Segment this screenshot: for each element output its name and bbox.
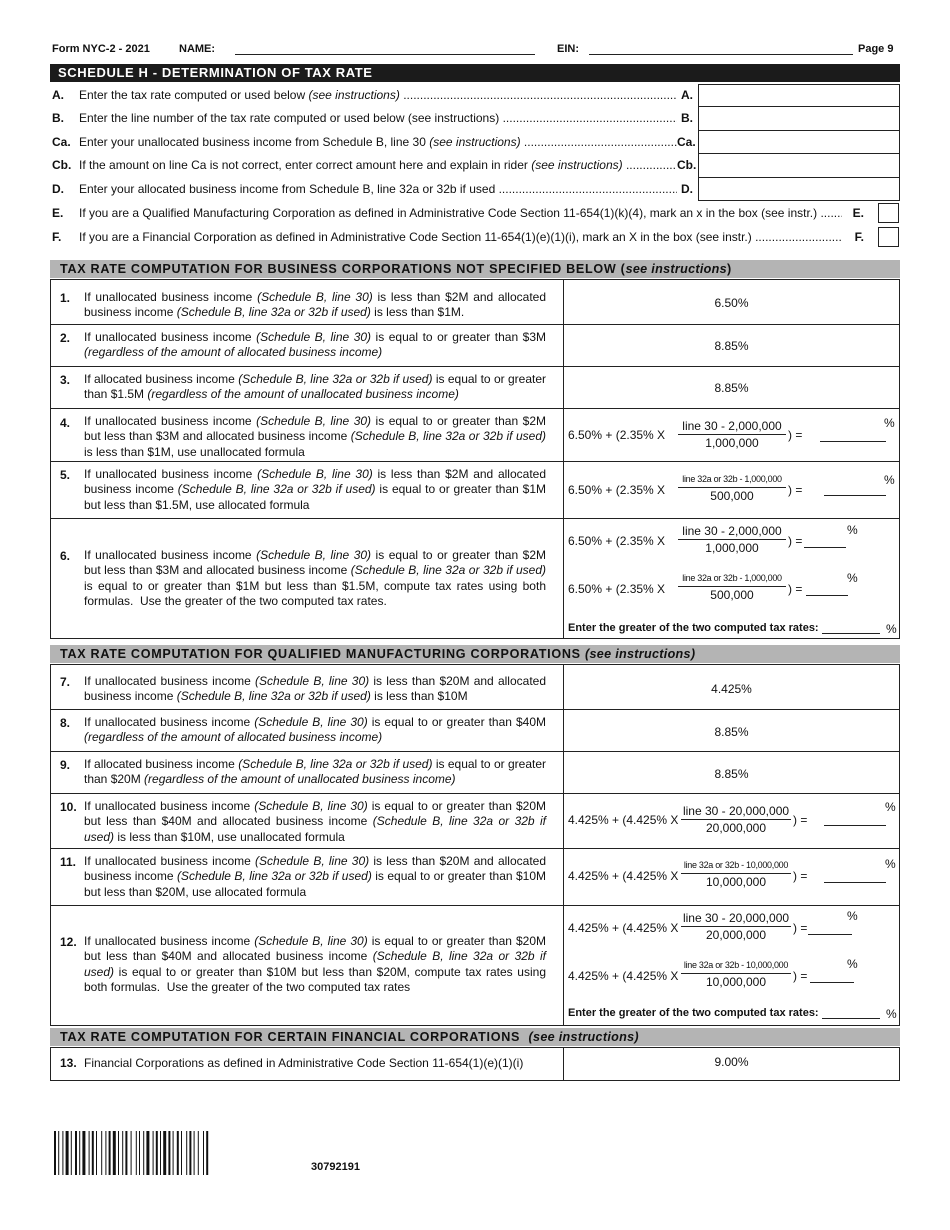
row-number: 13. bbox=[60, 1056, 77, 1070]
greater-rate-field[interactable] bbox=[822, 633, 880, 634]
row-description: If allocated business income (Schedule B, line 32a or 32b if used) is equal to or greater than $20M (regardless of the amount of unallocated business income) bbox=[84, 757, 546, 787]
section-financial-title: TAX RATE COMPUTATION FOR CERTAIN FINANCIAL CORPORATIONS (see instructions) bbox=[50, 1028, 900, 1046]
computed-rate-field[interactable] bbox=[804, 547, 846, 548]
line-cb bbox=[52, 154, 900, 177]
page-number: Page 9 bbox=[858, 43, 894, 55]
ein-label: EIN: bbox=[557, 43, 579, 55]
greater-rate-label: Enter the greater of the two computed tax rates: bbox=[568, 1007, 819, 1019]
tax-rate: 9.00% bbox=[714, 1055, 749, 1069]
table-row bbox=[51, 751, 899, 793]
financial-table bbox=[50, 1047, 900, 1081]
table-row bbox=[51, 709, 899, 751]
line-a-input[interactable] bbox=[698, 84, 900, 107]
line-text: Enter the tax rate computed or used below (see instructions) ..... bbox=[79, 84, 693, 107]
line-cb-input[interactable] bbox=[698, 154, 900, 177]
percent-sign: % bbox=[886, 622, 897, 636]
line-letter: Ca. bbox=[52, 134, 71, 149]
table-row: 5. If unallocated business income (Schedule B, line 30) is less than $2M and allocated business income (Schedule B, line 32a or 32b if used) is equal to or greater than $1M but less than $1.5M, use allocated formula 6.50% + (2.35% X line 32a or 32b - 1,000,000 500,000 ) = % bbox=[51, 461, 899, 518]
form-number: 30792191 bbox=[311, 1161, 360, 1173]
qmc-checkbox[interactable] bbox=[878, 203, 899, 223]
line-a bbox=[52, 84, 900, 107]
section-qmc-title: TAX RATE COMPUTATION FOR QUALIFIED MANUFACTURING CORPORATIONS (see instructions) bbox=[50, 645, 900, 663]
percent-sign: % bbox=[884, 416, 895, 430]
greater-rate-label: Enter the greater of the two computed tax rates: bbox=[568, 622, 819, 634]
percent-sign: % bbox=[885, 857, 896, 871]
tax-rate: 6.50% bbox=[714, 296, 749, 310]
line-b bbox=[52, 107, 900, 130]
line-text: Enter your allocated business income from Schedule B, line 32a or 32b if used ..... bbox=[79, 178, 693, 201]
line-ca bbox=[52, 131, 900, 154]
row-description: If unallocated business income (Schedule B, line 30) is equal to or greater than $20M but less than $40M and allocated business income (Schedule B, line 32a or 32b if used) is less than $10M, use unallocated formula bbox=[84, 799, 547, 844]
row-number: 2. bbox=[60, 331, 71, 345]
computed-rate-field[interactable] bbox=[820, 441, 886, 442]
row-description: If unallocated business income (Schedule B, line 30) is equal to or greater than $3M (regardless of the amount of allocated business income) bbox=[84, 330, 547, 360]
row-number: 7. bbox=[60, 675, 71, 689]
percent-sign: % bbox=[886, 1007, 897, 1021]
percent-sign: % bbox=[847, 571, 858, 585]
business-corporations-table bbox=[50, 279, 900, 639]
row-description: If unallocated business income (Schedule B, line 30) is less than $20M and allocated business income (Schedule B, line 32a or 32b if used) is less than $10M bbox=[84, 674, 546, 704]
line-letter: B. bbox=[52, 111, 64, 126]
percent-sign: % bbox=[847, 957, 858, 971]
percent-sign: % bbox=[885, 800, 896, 814]
row-number: 3. bbox=[60, 373, 71, 387]
line-e bbox=[52, 201, 900, 225]
line-code: E. bbox=[842, 201, 864, 225]
tax-rate: 8.85% bbox=[714, 767, 749, 781]
table-row bbox=[51, 366, 899, 408]
line-f bbox=[52, 225, 900, 249]
row-number: 1. bbox=[60, 291, 71, 305]
line-letter: A. bbox=[52, 88, 64, 102]
name-field[interactable] bbox=[235, 54, 535, 55]
schedule-h-title: SCHEDULE H - DETERMINATION OF TAX RATE bbox=[50, 64, 900, 82]
row-description: Financial Corporations as defined in Administrative Code Section 11-654(1)(e)(1)(i) bbox=[84, 1056, 524, 1070]
line-code: Cb. bbox=[677, 154, 693, 177]
computed-rate-field[interactable] bbox=[806, 595, 848, 596]
row-number: 4. bbox=[60, 416, 71, 430]
computed-rate-field[interactable] bbox=[808, 934, 852, 935]
table-row: 4. If unallocated business income (Schedule B, line 30) is equal to or greater than $2M but less than $3M and allocated business income (Schedule B, line 32a or 32b if used) is less than $1M, use unallocated formula 6.50% + (2.35% X line 30 - 2,000,000 1,000,000 ) = % bbox=[51, 408, 899, 461]
row-description: If unallocated business income (Schedule B, line 30) is equal to or greater than $2M but less than $3M and allocated business income (Schedule B, line 32a or 32b if used) is equal to or greater than $1M but less than $1.5M, compute tax rates using both formulas. Use the greater of the two computed tax rates. bbox=[84, 548, 547, 608]
line-text: Enter the line number of the tax rate computed or used below (see instructions) ..... bbox=[79, 107, 693, 130]
line-code: B. bbox=[677, 107, 693, 130]
table-row bbox=[51, 280, 899, 324]
line-code: Ca. bbox=[677, 131, 693, 154]
tax-rate: 4.425% bbox=[711, 682, 752, 696]
table-row bbox=[51, 1048, 899, 1080]
form-header bbox=[52, 43, 898, 57]
computed-rate-field[interactable] bbox=[824, 495, 886, 496]
row-description: If unallocated business income (Schedule B, line 30) is equal to or greater than $20M but less than $40M and allocated business income (Schedule B, line 32a or 32b if used) is equal to or greater than $10M but less than $20M, compute tax rates using both formulas. Use the greater of the two computed tax rates bbox=[84, 934, 547, 994]
line-text: Enter your unallocated business income from Schedule B, line 30 (see instructions) ..... bbox=[79, 131, 693, 154]
row-description: If allocated business income (Schedule B, line 32a or 32b if used) is equal to or greater than $1.5M (regardless of the amount of unallocated business income) bbox=[84, 372, 546, 402]
row-description: If unallocated business income (Schedule B, line 30) is less than $2M and allocated business income (Schedule B, line 32a or 32b if used) is equal to or greater than $1M but less than $1.5M, use allocated formula bbox=[84, 467, 547, 512]
section-business-corporations-title: TAX RATE COMPUTATION FOR BUSINESS CORPORATIONS NOT SPECIFIED BELOW (see instructions) bbox=[50, 260, 900, 278]
percent-sign: % bbox=[847, 909, 858, 923]
table-row bbox=[51, 665, 899, 709]
barcode-image bbox=[54, 1131, 248, 1175]
row-description: If unallocated business income (Schedule B, line 30) is less than $20M and allocated business income (Schedule B, line 32a or 32b if used) is equal to or greater than $10M but less than $20M, use allocated formula bbox=[84, 854, 547, 899]
row-number: 10. bbox=[60, 800, 77, 814]
line-text: If you are a Financial Corporation as defined in Administrative Code Section 11-654(1)(e)(1)(i), mark an X in the box (see instr.) ..... bbox=[79, 225, 862, 249]
form-id: Form NYC-2 - 2021 bbox=[52, 43, 150, 55]
computed-rate-field[interactable] bbox=[824, 882, 886, 883]
line-letter: D. bbox=[52, 181, 64, 196]
row-number: 6. bbox=[60, 549, 71, 563]
row-number: 9. bbox=[60, 758, 71, 772]
row-number: 12. bbox=[60, 935, 77, 949]
tax-rate: 8.85% bbox=[714, 339, 749, 353]
tax-rate: 8.85% bbox=[714, 381, 749, 395]
name-label: NAME: bbox=[179, 43, 216, 55]
row-description: If unallocated business income (Schedule B, line 30) is less than $2M and allocated business income (Schedule B, line 32a or 32b if used) is less than $1M. bbox=[84, 290, 547, 320]
percent-sign: % bbox=[847, 523, 858, 537]
financial-corp-checkbox[interactable] bbox=[878, 227, 899, 247]
table-row bbox=[51, 324, 899, 366]
row-number: 8. bbox=[60, 716, 71, 730]
schedule-h-lines bbox=[52, 84, 900, 249]
row-number: 5. bbox=[60, 468, 71, 482]
line-d-input[interactable] bbox=[698, 178, 900, 201]
line-ca-input[interactable] bbox=[698, 131, 900, 154]
table-row: 10. If unallocated business income (Schedule B, line 30) is equal to or greater than $20M but less than $40M and allocated business income (Schedule B, line 32a or 32b if used) is less than $10M, use unallocated formula 4.425% + (4.425% X line 30 - 20,000,000 20,000,000 ) = % bbox=[51, 793, 899, 848]
row-number: 11. bbox=[60, 855, 77, 869]
line-text: If the amount on line Ca is not correct, enter correct amount here and explain in rider (see instructions) ..... bbox=[79, 154, 693, 177]
line-b-input[interactable] bbox=[698, 107, 900, 130]
ein-field[interactable] bbox=[589, 54, 853, 55]
table-row: 12. If unallocated business income (Schedule B, line 30) is equal to or greater than $20M but less than $40M and allocated business income (Schedule B, line 32a or 32b if used) is equal to or greater than $10M but less than $20M, compute tax rates using both formulas. Use the greater of the two computed tax rates 4.425% + (4.425% X line 30 - 20,000,000 20,000,000 ) = % 4.425% + (4.425% X line 32a or 32b - 10,000,000 10,000,000 ) = % Enter the greater of the two computed tax rates: % bbox=[51, 905, 899, 1025]
line-text: If you are a Qualified Manufacturing Corporation as defined in Administrative Code Section 11-654(1)(k)(4), mark an x in the box (see instr.) ..... bbox=[79, 201, 862, 225]
computed-rate-field[interactable] bbox=[810, 982, 854, 983]
table-row: 6. If unallocated business income (Schedule B, line 30) is equal to or greater than $2M but less than $3M and allocated business income (Schedule B, line 32a or 32b if used) is equal to or greater than $1M but less than $1.5M, compute tax rates using both formulas. Use the greater of the two computed tax rates. 6.50% + (2.35% X line 30 - 2,000,000 1,000,000 ) = % 6.50% + (2.35% X line 32a or 32b - 1,000,000 500,000 ) = % Enter the greater of the two computed tax rates: % bbox=[51, 518, 899, 638]
computed-rate-field[interactable] bbox=[824, 825, 886, 826]
percent-sign: % bbox=[884, 473, 895, 487]
greater-rate-field[interactable] bbox=[822, 1018, 880, 1019]
line-letter: F. bbox=[52, 229, 62, 244]
line-code: A. bbox=[677, 84, 693, 107]
row-description: If unallocated business income (Schedule B, line 30) is equal to or greater than $40M (regardless of the amount of allocated business income) bbox=[84, 715, 547, 745]
row-description: If unallocated business income (Schedule B, line 30) is equal to or greater than $2M but less than $3M and allocated business income (Schedule B, line 32a or 32b if used) is less than $1M, use unallocated formula bbox=[84, 414, 547, 459]
qmc-table bbox=[50, 664, 900, 1026]
line-d bbox=[52, 178, 900, 201]
line-code: F. bbox=[842, 225, 864, 249]
table-row: 11. If unallocated business income (Schedule B, line 30) is less than $20M and allocated business income (Schedule B, line 32a or 32b if used) is equal to or greater than $10M but less than $20M, use allocated formula 4.425% + (4.425% X line 32a or 32b - 10,000,000 10,000,000 ) = % bbox=[51, 848, 899, 905]
tax-rate: 8.85% bbox=[714, 725, 749, 739]
line-letter: E. bbox=[52, 205, 64, 220]
line-code: D. bbox=[677, 178, 693, 201]
line-letter: Cb. bbox=[52, 158, 72, 173]
